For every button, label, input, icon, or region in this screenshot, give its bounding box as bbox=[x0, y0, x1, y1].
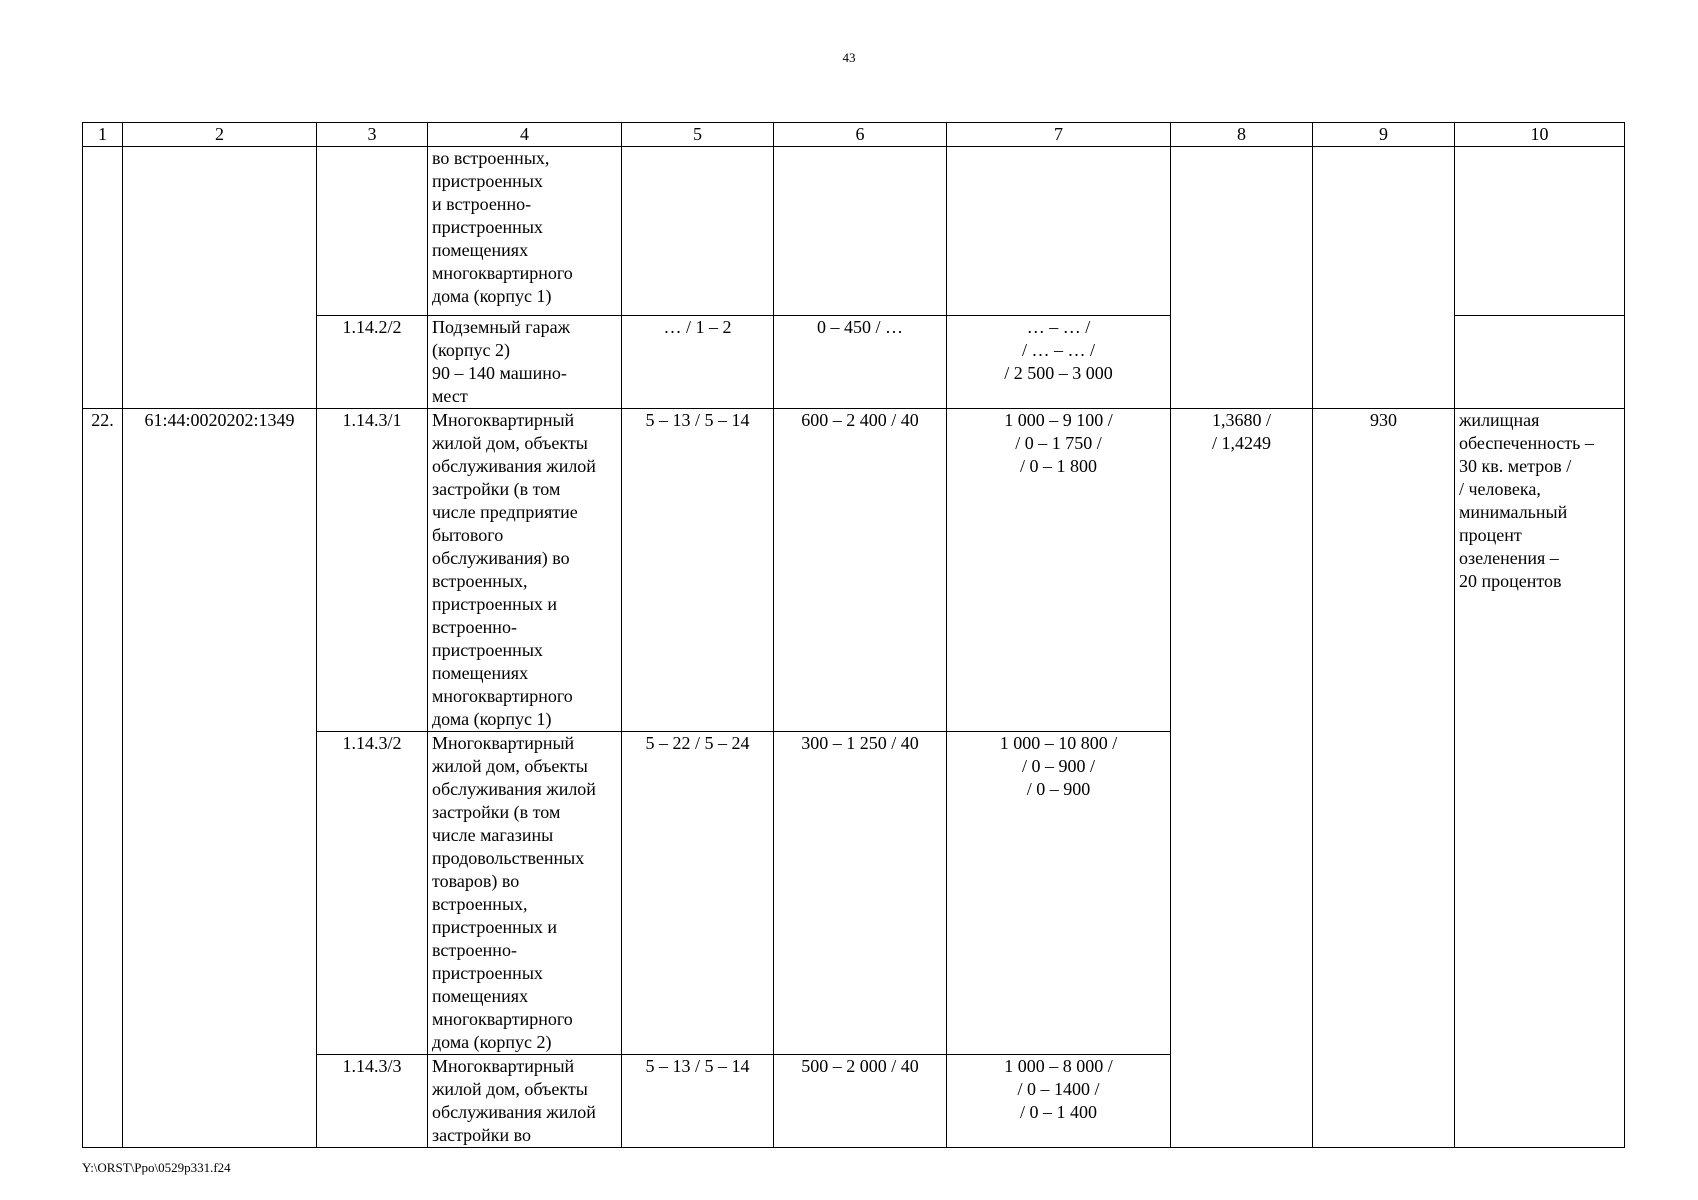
column-header: 2 bbox=[123, 123, 317, 147]
footer-file-path: Y:\ORST\Ppo\0529p331.f24 bbox=[82, 1160, 231, 1175]
row-number-cell: 22. bbox=[83, 409, 123, 1148]
row-number-cell bbox=[83, 147, 123, 409]
plot-area-cell bbox=[1171, 147, 1313, 409]
column-header: 6 bbox=[774, 123, 947, 147]
column-header: 9 bbox=[1313, 123, 1455, 147]
description-cell: Подземный гараж (корпус 2) 90 – 140 машино- мест bbox=[428, 316, 622, 409]
building-area-cell bbox=[947, 147, 1171, 316]
floors-cell: … / 1 – 2 bbox=[622, 316, 774, 409]
building-area-cell: 1 000 – 8 000 / / 0 – 1400 / / 0 – 1 400 bbox=[947, 1055, 1171, 1148]
floors-cell: 5 – 13 / 5 – 14 bbox=[622, 409, 774, 732]
zone-code-cell: 1.14.3/1 bbox=[317, 409, 428, 732]
column-header: 7 bbox=[947, 123, 1171, 147]
cadastral-number-cell bbox=[123, 147, 317, 409]
description-cell: во встроенных, пристроенных и встроенно- пристроенных помещениях многоквартирного дома (корпус 1) bbox=[428, 147, 622, 316]
area-cell: 0 – 450 / … bbox=[774, 316, 947, 409]
column-header: 5 bbox=[622, 123, 774, 147]
column-header: 8 bbox=[1171, 123, 1313, 147]
building-area-cell: … – … / / … – … / / 2 500 – 3 000 bbox=[947, 316, 1171, 409]
zone-code-cell: 1.14.3/2 bbox=[317, 732, 428, 1055]
cadastral-number-cell: 61:44:0020202:1349 bbox=[123, 409, 317, 1148]
description-cell: Многоквартирный жилой дом, объекты обслуживания жилой застройки во bbox=[428, 1055, 622, 1148]
table-row bbox=[83, 409, 1625, 732]
area-cell: 300 – 1 250 / 40 bbox=[774, 732, 947, 1055]
column-header: 4 bbox=[428, 123, 622, 147]
floors-cell: 5 – 13 / 5 – 14 bbox=[622, 1055, 774, 1148]
zone-code-cell bbox=[317, 147, 428, 316]
zone-code-cell: 1.14.2/2 bbox=[317, 316, 428, 409]
area-cell bbox=[774, 147, 947, 316]
area-cell: 500 – 2 000 / 40 bbox=[774, 1055, 947, 1148]
population-cell: 930 bbox=[1313, 409, 1455, 1148]
building-area-cell: 1 000 – 9 100 / / 0 – 1 750 / / 0 – 1 800 bbox=[947, 409, 1171, 732]
zone-code-cell: 1.14.3/3 bbox=[317, 1055, 428, 1148]
floors-cell bbox=[622, 147, 774, 316]
page-number: 43 bbox=[842, 50, 856, 65]
notes-cell bbox=[1455, 316, 1625, 409]
notes-cell: жилищная обеспеченность – 30 кв. метров / / человека, минимальный процент озеленения – 20 процентов bbox=[1455, 409, 1625, 1148]
plot-area-cell: 1,3680 / / 1,4249 bbox=[1171, 409, 1313, 1148]
population-cell bbox=[1313, 147, 1455, 409]
description-cell: Многоквартирный жилой дом, объекты обслуживания жилой застройки (в том числе магазины продовольственных товаров) во встроенных, пристроенных и встроенно- пристроенных помещениях многоквартирного дома (корпус 2) bbox=[428, 732, 622, 1055]
document-table bbox=[82, 122, 1625, 1148]
area-cell: 600 – 2 400 / 40 bbox=[774, 409, 947, 732]
floors-cell: 5 – 22 / 5 – 24 bbox=[622, 732, 774, 1055]
notes-cell bbox=[1455, 147, 1625, 316]
column-header: 3 bbox=[317, 123, 428, 147]
column-header: 1 bbox=[83, 123, 123, 147]
column-header: 10 bbox=[1455, 123, 1625, 147]
table-header-row bbox=[83, 123, 1625, 147]
description-cell: Многоквартирный жилой дом, объекты обслуживания жилой застройки (в том числе предприятие бытового обслуживания) во встроенных, пристроенных и встроенно- пристроенных помещениях многоквартирного дома (корпус 1) bbox=[428, 409, 622, 732]
table-row bbox=[83, 147, 1625, 316]
building-area-cell: 1 000 – 10 800 / / 0 – 900 / / 0 – 900 bbox=[947, 732, 1171, 1055]
